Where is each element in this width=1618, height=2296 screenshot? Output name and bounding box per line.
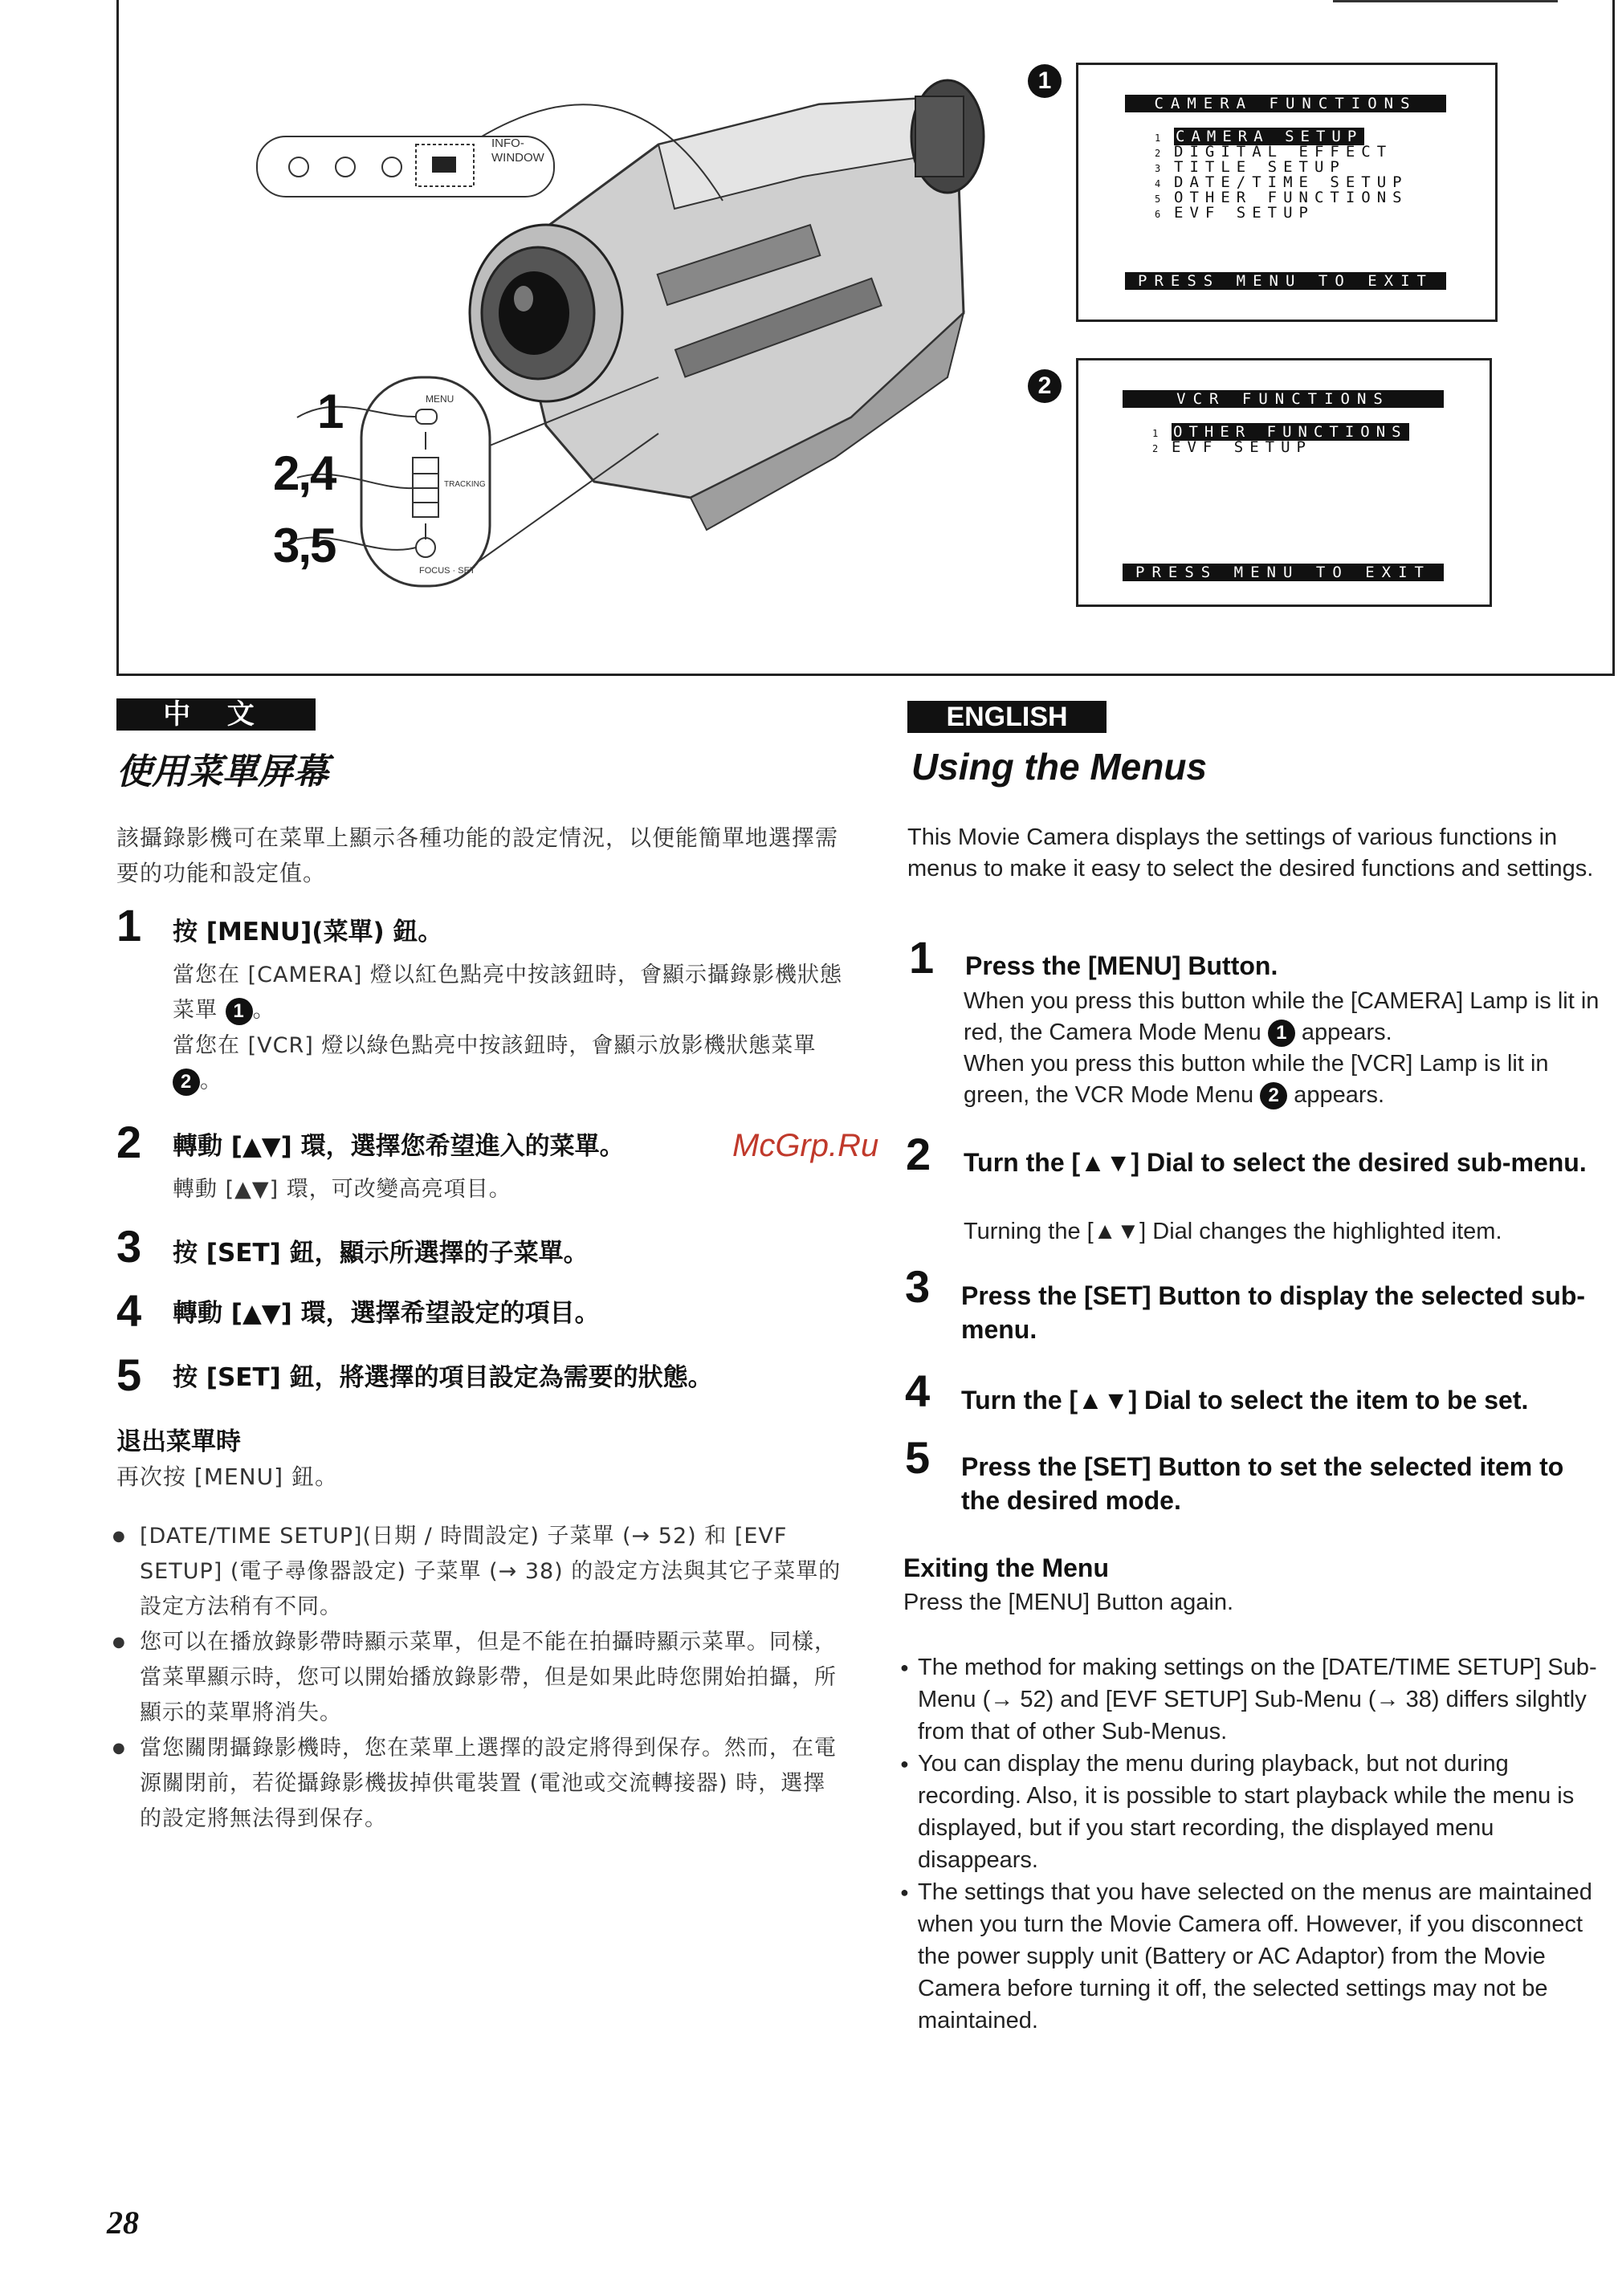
info-window-label: INFO- WINDOW [491, 136, 544, 165]
callout-2-4: 2,4 [273, 446, 336, 500]
chinese-note: ● 您可以在播放錄影帶時顯示菜單，但是不能在拍攝時顯示菜單。同樣，當菜單顯示時，您可以開始播放錄影帶，但是如果此時您開始拍攝，所顯示的菜單將消失。 [112, 1625, 847, 1731]
focus-set-label: FOCUS · SET [419, 566, 475, 576]
vcr-menu-badge: 2 [1028, 369, 1062, 403]
chinese-section-tab: 中 文 [116, 698, 316, 731]
chinese-step-number: 5 [116, 1350, 142, 1400]
english-title: Using the Menus [911, 746, 1208, 788]
callout-3-5: 3,5 [273, 519, 336, 572]
vcr-menu-footer: PRESS MENU TO EXIT [1123, 564, 1444, 581]
chinese-step-title: 轉動 [▲▼] 環，選擇您希望進入的菜單。 [173, 1132, 625, 1161]
english-step-title: Turn the [▲▼] Dial to select the desired sub-menu. [964, 1148, 1587, 1177]
english-note: ● The settings that you have selected on the menus are maintained when you turn the Movie Camera off. However, if you disconnect the power supply unit (Battery or AC Adaptor) from the Movie Camera before turning it off, the selected settings may not be maintained. [903, 1876, 1610, 2037]
vcr-menu-ref-badge: 2 [1260, 1082, 1287, 1109]
camera-menu-screen [1076, 63, 1498, 322]
watermark: McGrp.Ru [732, 1128, 879, 1163]
chinese-note: ● 當您關閉攝錄影機時，您在菜單上選擇的設定將得到保存。然而，在電源關閉前，若從攝錄影機拔掉供電裝置 (電池或交流轉接器) 時，選擇的設定將無法得到保存。 [112, 1731, 847, 1837]
camera-menu-badge: 1 [1028, 64, 1062, 98]
chinese-intro: 該攝錄影機可在菜單上顯示各種功能的設定情況，以便能簡單地選擇需要的功能和設定值。 [116, 824, 839, 886]
chinese-step-title: 按 [MENU](菜單) 鈕。 [173, 918, 443, 946]
menu-button-label: MENU [426, 393, 454, 405]
vcr-menu-ref-badge: 2 [173, 1069, 200, 1096]
camera-menu-item: 4 DATE/TIME SETUP [1155, 173, 1408, 191]
chinese-exit-heading: 退出菜單時 [116, 1427, 241, 1456]
chinese-step-body: 當您在 [CAMERA] 燈以紅色點亮中按該鈕時，會顯示攝錄影機狀態菜單 1 。 當您在 [VCR] 燈以綠色點亮中按該鈕時，會顯示放影機狀態菜單 2 。 [173, 958, 847, 1099]
chinese-exit-body: 再次按 [MENU] 鈕。 [116, 1463, 338, 1490]
chinese-step-number: 2 [116, 1117, 142, 1167]
camera-menu-item: 2 DIGITAL EFFECT [1155, 143, 1393, 161]
english-intro: This Movie Camera displays the settings of various functions in menus to make it easy to select the desired functions and settings. [907, 824, 1594, 881]
camera-menu-item: 6 EVF SETUP [1155, 204, 1314, 222]
camcorder-illustration [241, 48, 1028, 594]
chinese-title: 使用菜單屏幕 [116, 751, 328, 792]
english-step-number: 5 [905, 1432, 931, 1483]
english-step-body: When you press this button while the [CAMERA] Lamp is lit in red, the Camera Mode Menu 1 appears. When you press this button while the [VCR] Lamp is lit in green, the VCR Mode Menu 2 appears. [964, 986, 1610, 1111]
camera-body-icon [470, 80, 984, 530]
camera-menu-list [1155, 129, 1408, 221]
english-step-title: Turn the [▲▼] Dial to select the item to be set. [961, 1386, 1529, 1415]
camera-menu-item: 5 OTHER FUNCTIONS [1155, 189, 1408, 206]
vcr-menu-list [1152, 425, 1409, 455]
page-number: 28 [107, 2204, 139, 2241]
english-step-body: Turning the [▲▼] Dial changes the highlighted item. [964, 1219, 1502, 1244]
chinese-step-number: 4 [116, 1285, 142, 1336]
english-step-number: 2 [906, 1129, 931, 1179]
camera-menu-ref-badge: 1 [1268, 1020, 1295, 1047]
english-step-title: Press the [MENU] Button. [965, 951, 1278, 980]
vcr-menu-item: 2 EVF SETUP [1152, 438, 1312, 456]
english-section-tab: ENGLISH [907, 701, 1107, 733]
chinese-note: ● [DATE/TIME SETUP](日期 / 時間設定) 子菜單 (→ 52) 和 [EVF SETUP] (電子尋像器設定) 子菜單 (→ 38) 的設定方法與其它子菜單的設定方法稍有不同。 [112, 1519, 847, 1625]
english-step-title: Press the [SET] Button to set the selected item to the desired mode. [961, 1452, 1564, 1515]
vcr-menu-title: VCR FUNCTIONS [1123, 390, 1444, 408]
chinese-step-number: 1 [116, 900, 142, 951]
english-notes-list [903, 1651, 1610, 2037]
english-note: ● The method for making settings on the [DATE/TIME SETUP] Sub-Menu (→ 52) and [EVF SETUP] Sub-Menu (→ 38) differs silghtly from that of other Sub-Menus. [903, 1651, 1610, 1748]
english-step-number: 3 [905, 1261, 931, 1312]
chinese-step-title: 按 [SET] 鈕，將選擇的項目設定為需要的狀態。 [173, 1363, 713, 1392]
english-step-number: 1 [909, 932, 935, 983]
camera-menu-footer: PRESS MENU TO EXIT [1125, 272, 1446, 290]
english-exit-body: Press the [MENU] Button again. [903, 1590, 1234, 1615]
english-exit-heading: Exiting the Menu [903, 1553, 1109, 1582]
tracking-label: TRACKING [444, 480, 486, 489]
camera-menu-item: 1 CAMERA SETUP [1155, 128, 1363, 145]
chinese-step-title: 按 [SET] 鈕，顯示所選擇的子菜單。 [173, 1239, 589, 1268]
camera-menu-ref-badge: 1 [226, 998, 253, 1025]
chinese-notes-list [112, 1519, 847, 1837]
chinese-step-body: 轉動 [▲▼] 環，可改變高亮項目。 [173, 1177, 511, 1202]
camera-menu-item: 3 TITLE SETUP [1155, 158, 1346, 176]
chinese-step-number: 3 [116, 1221, 142, 1272]
camera-menu-title: CAMERA FUNCTIONS [1125, 95, 1446, 112]
chinese-step-title: 轉動 [▲▼] 環，選擇希望設定的項目。 [173, 1299, 600, 1328]
english-step-title: Press the [SET] Button to display the selected sub-menu. [961, 1281, 1586, 1344]
english-step-number: 4 [905, 1366, 931, 1416]
english-note: ● You can display the menu during playback, but not during recording. Also, it is possible to start playback while the menu is displayed, but if you start recording, the displayed menu disappears. [903, 1748, 1610, 1876]
callout-1: 1 [317, 385, 343, 438]
vcr-menu-item: 1 OTHER FUNCTIONS [1152, 423, 1408, 441]
vcr-menu-screen [1076, 358, 1492, 607]
